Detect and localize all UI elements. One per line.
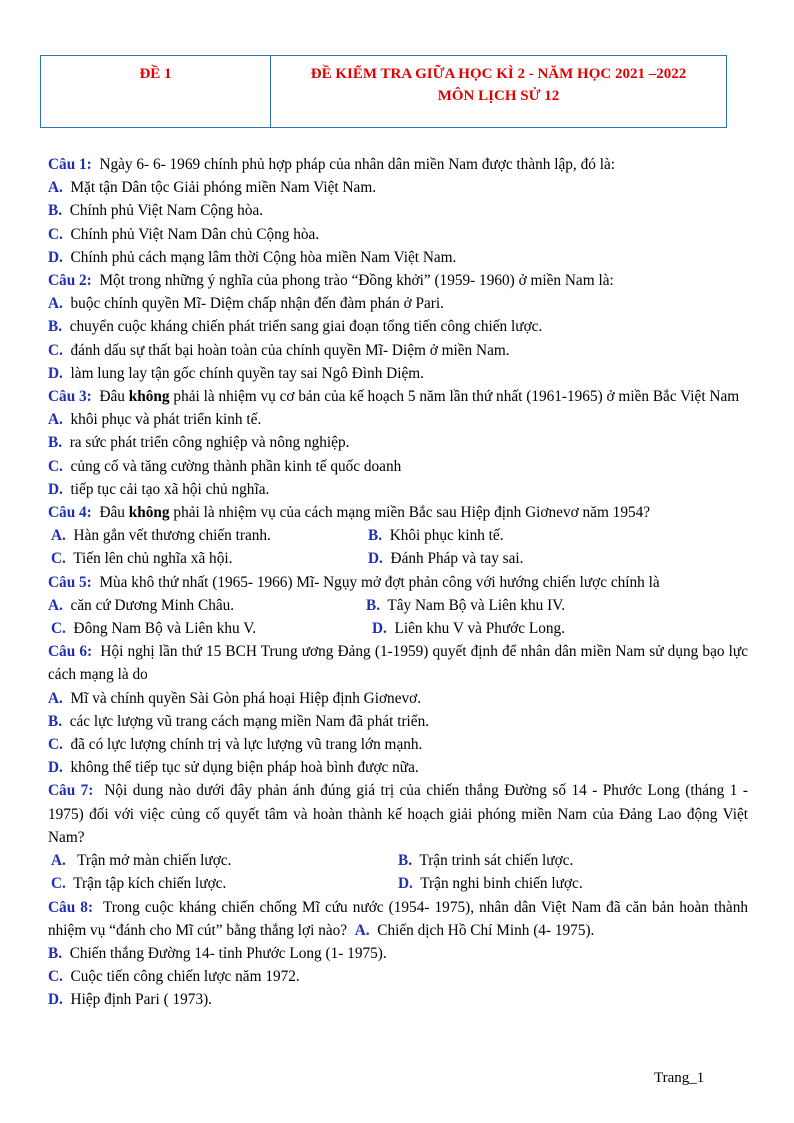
option[interactable]: A. căn cứ Dương Minh Châu.: [48, 596, 235, 614]
option[interactable]: A. buộc chính quyền Mĩ- Diệm chấp nhận đến đàm phán ở Pari.: [48, 295, 444, 313]
question-1: [48, 153, 748, 176]
option[interactable]: C. đã có lực lượng chính trị và lực lượng vũ trang lớn mạnh.: [48, 736, 423, 754]
option[interactable]: B. ra sức phát triển công nghiệp và nông nghiệp.: [48, 434, 350, 452]
option[interactable]: C. củng cố và tăng cường thành phần kinh tế quốc doanh: [48, 457, 402, 475]
option[interactable]: B. Chiến thắng Đường 14- tỉnh Phước Long (1- 1975).: [48, 944, 387, 962]
question-list: [48, 153, 748, 1012]
option[interactable]: D. tiếp tục cải tạo xã hội chủ nghĩa.: [48, 480, 270, 498]
page-number: Trang_1: [654, 1070, 705, 1086]
option[interactable]: A. Mặt tận Dân tộc Giải phóng miền Nam Việt Nam.: [48, 179, 377, 197]
question-2: Câu 2: Một trong những ý nghĩa của phong trào “Đồng khởi” (1959- 1960) ở miền Nam là:: [48, 272, 614, 290]
option[interactable]: B. các lực lượng vũ trang cách mạng miền Nam đã phát triển.: [48, 712, 430, 730]
option[interactable]: D. không thể tiếp tục sử dụng biện pháp hoà bình được nữa.: [48, 759, 419, 777]
option[interactable]: A. Hàn gắn vết thương chiến tranh.: [51, 527, 271, 545]
option[interactable]: A. khôi phục và phát triển kinh tế.: [48, 411, 262, 429]
option-row: [48, 547, 748, 570]
option[interactable]: C. Tiến lên chủ nghĩa xã hội.: [51, 550, 233, 568]
option[interactable]: A. Chiến dịch Hồ Chí Minh (4- 1975).: [354, 921, 595, 939]
exam-title-cell: [271, 56, 726, 127]
option[interactable]: B. Trận trinh sát chiến lược.: [398, 852, 574, 870]
option[interactable]: C. Trận tập kích chiến lược.: [51, 875, 227, 893]
exam-code: ĐỀ 1: [139, 66, 172, 82]
question-3: Câu 3: Đâu không phải là nhiệm vụ cơ bản của kế hoạch 5 năm lần thứ nhất (1961-1965) ở miền Bắc Việt Nam: [48, 388, 740, 406]
option[interactable]: D. Trận nghi binh chiến lược.: [398, 875, 583, 893]
question-8: Câu 8: Trong cuộc kháng chiến chống Mĩ cứu nước (1954- 1975), nhân dân Việt Nam đã căn bản hoàn thành nhiệm vụ “đánh cho Mĩ cút” bằng thắng lợi nào? A. Chiến dịch Hồ Chí Minh (4- 1975).: [48, 898, 749, 939]
exam-header-table: [40, 55, 727, 128]
option[interactable]: B. chuyển cuộc kháng chiến phát triển sang giai đoạn tổng tiến công chiến lược.: [48, 318, 543, 336]
option-row: [48, 617, 748, 640]
exam-code-cell: [41, 56, 271, 127]
option[interactable]: C. Cuộc tiến công chiến lược năm 1972.: [48, 968, 300, 986]
option[interactable]: D. làm lung lay tận gốc chính quyền tay sai Ngô Đình Diệm.: [48, 364, 424, 382]
exam-title: ĐỀ KIỂM TRA GIỮA HỌC KÌ 2 - NĂM HỌC 2021 –2022: [310, 66, 687, 82]
option[interactable]: C. đánh dấu sự thất bại hoàn toàn của chính quyền Mĩ- Diệm ở miền Nam.: [48, 341, 510, 359]
question-6: Câu 6: Hội nghị lần thứ 15 BCH Trung ương Đảng (1-1959) quyết định để nhân dân miền Nam sử dụng bạo lực cách mạng là do: [48, 643, 748, 684]
option[interactable]: B. Khôi phục kinh tế.: [368, 527, 504, 545]
option[interactable]: D. Liên khu V và Phước Long.: [372, 620, 566, 638]
question-text: Ngày 6- 6- 1969 chính phủ hợp pháp của nhân dân miền Nam được thành lập, đó là:: [99, 156, 615, 173]
option[interactable]: B. Chính phủ Việt Nam Cộng hòa.: [48, 202, 264, 220]
option[interactable]: C. Đông Nam Bộ và Liên khu V.: [51, 620, 257, 638]
option[interactable]: D. Hiệp định Pari ( 1973).: [48, 991, 213, 1009]
option[interactable]: D. Chính phủ cách mạng lâm thời Cộng hòa miền Nam Việt Nam.: [48, 248, 457, 266]
option[interactable]: D. Đánh Pháp và tay sai.: [368, 550, 524, 568]
question-7: Câu 7: Nội dung nào dưới đây phản ánh đúng giá trị của chiến thắng Đường số 14 - Phước Long (tháng 1 - 1975) đối với việc củng cố quyết tâm và hoàn thành kế hoạch giải phóng miền Nam của Đảng Lao động Việt Nam?: [48, 782, 748, 846]
exam-subject: MÔN LỊCH SỬ 12: [437, 88, 560, 104]
option-row: [48, 872, 748, 895]
option[interactable]: B. Tây Nam Bộ và Liên khu IV.: [366, 596, 566, 614]
option-row: [48, 849, 748, 872]
option[interactable]: A. Mĩ và chính quyền Sài Gòn phá hoại Hiệp định Giơnevơ.: [48, 689, 422, 707]
question-4: Câu 4: Đâu không phải là nhiệm vụ của cách mạng miền Bắc sau Hiệp định Giơnevơ năm 1954?: [48, 504, 651, 522]
question-number: Câu 1:: [48, 156, 92, 173]
option[interactable]: A. Trận mở màn chiến lược.: [51, 852, 232, 870]
option-row: [48, 594, 748, 617]
question-5: Câu 5: Mùa khô thứ nhất (1965- 1966) Mĩ- Ngụy mở đợt phản công với hướng chiến lược chính là: [48, 573, 660, 591]
option-row: [48, 524, 748, 547]
option[interactable]: C. Chính phủ Việt Nam Dân chủ Cộng hòa.: [48, 225, 320, 243]
